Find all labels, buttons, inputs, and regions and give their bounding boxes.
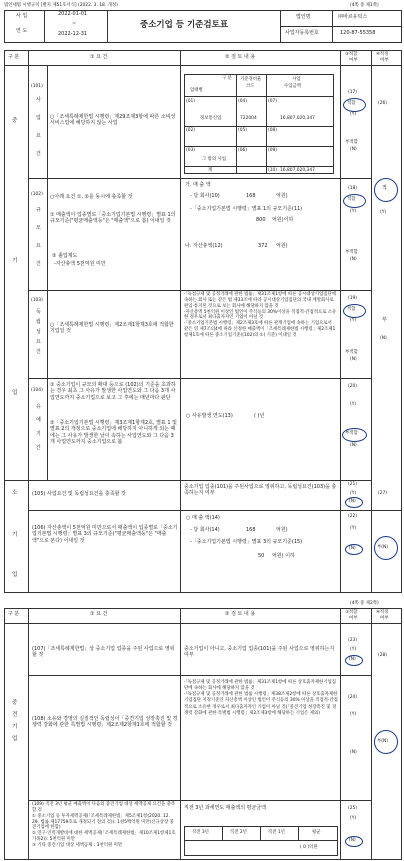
right-mark: 부	[382, 317, 387, 323]
avg-value: ( 0 )억원	[300, 845, 318, 850]
mark-y: (Y)	[350, 318, 357, 323]
chk-106-a1-value: 168	[246, 527, 256, 533]
mark-y: (Y)	[350, 816, 357, 821]
avg-col: 직전 1년	[268, 830, 285, 835]
mark-n: (N)	[350, 357, 357, 362]
req-104-2: ②「중소기업기본법 시행령」제3조제1항제2호, 별표 1 및 별표 2의 개정으로 중소기업에 해당하지 아니하게 되는 때에는 그 사유가 발생한 날이 속하는 사업연도와 그 다음 3개 사업연도까지 중소기업으로 봄	[50, 420, 177, 445]
period-to: 2022-12-31	[58, 31, 88, 37]
vert-text: 립	[36, 319, 41, 325]
side-label: 업	[12, 736, 18, 742]
chk-a1-value: 168	[246, 193, 256, 199]
mark-ok[interactable]: 적합	[347, 101, 356, 106]
side-label: 기	[12, 258, 18, 264]
mark-ok[interactable]: 적합	[347, 197, 356, 202]
mark-y: (Y)	[350, 491, 357, 496]
side-label: 중	[12, 118, 18, 124]
chk-a: 가. 매 출 액	[185, 182, 211, 188]
bizno: 120-87-55358	[340, 30, 376, 36]
req-108: (108) 소유와 경영의 실질적인 독립성이「중견기업 성장촉진 및 경쟁력 강화에 관한 특별법 시행령」제2조제2항제1호에 적합할 것	[32, 716, 178, 729]
cell: (03)	[186, 148, 196, 153]
mark-n[interactable]: (N)	[349, 546, 356, 551]
avg-col: 직전 3년	[192, 830, 209, 835]
period-from: 2022-01-01	[58, 11, 88, 17]
period-label: 사 업	[16, 13, 28, 19]
cell: (10)	[268, 168, 278, 173]
cell: 정보통신업	[200, 116, 222, 121]
vert-text: 요	[36, 243, 41, 249]
vert-text: 업	[36, 115, 41, 121]
mark-y: (Y)	[350, 209, 357, 214]
chk-106-unit: 억원)	[276, 527, 288, 533]
inner-head: 기준경비율	[240, 77, 262, 82]
side-label: 중	[12, 700, 18, 706]
col-gubun: 구 분	[8, 611, 20, 617]
col-fit-2: 여부	[349, 616, 358, 621]
vert-text: 규	[36, 207, 41, 213]
mark-n: (N)	[350, 257, 357, 262]
mark-y: (Y)	[350, 712, 357, 717]
vert-text: 성	[36, 329, 41, 335]
col-proper-2: 여부	[380, 58, 389, 63]
chk-106-a2-unit: 억원) 이하	[272, 553, 295, 559]
cell: 16,807,020,347	[280, 168, 315, 173]
req-107: (107)「조세특례제한법」상 중소기업 업종을 주된 사업으로 영위할 것	[32, 646, 175, 659]
inner-head: 코드	[246, 84, 255, 89]
cell: (06)	[238, 148, 248, 153]
mark-ok[interactable]: 적합	[347, 307, 356, 312]
mark-n[interactable]: (N)	[349, 499, 356, 504]
req-106: (106) 자산총액이 5천억원 미만으로서 매출액이 업종별로「중소기업기본법 시행령」별표 3의 규모기준("평균매출액등"은 "매출액"으로 본다) 이내일 것	[32, 525, 178, 544]
cell: 722004	[240, 116, 257, 121]
mark-y: (Y)	[350, 402, 357, 407]
vert-text: 사	[36, 97, 41, 103]
right-num: (28)	[378, 653, 388, 658]
mark-ng[interactable]: 부적합	[345, 250, 358, 255]
period-tilde: ~	[72, 21, 77, 27]
chk-106-a: ○ 매 출 액(14)	[186, 515, 220, 521]
chk-b: 나. 자산총액(12)	[185, 243, 223, 249]
code-101: (101)	[31, 84, 43, 89]
inner-head: 수입금액	[284, 84, 301, 89]
col-proper-2: 여부	[380, 616, 389, 621]
right-mark: 적	[382, 185, 387, 191]
right-n: (N)	[380, 336, 387, 341]
mark-num: (20)	[348, 384, 358, 389]
corp-name-label: 법인명	[296, 14, 311, 20]
cell: (02)	[186, 128, 196, 133]
mark-y: (Y)	[350, 526, 357, 531]
chk-a1-unit: 억원)	[276, 193, 288, 199]
chk-106-a2-value: 50	[258, 553, 265, 559]
code-103: (103)	[31, 298, 43, 303]
right-num: (27)	[378, 491, 388, 496]
col-proper: ④적정	[376, 52, 389, 57]
vert-text: 예	[36, 417, 41, 423]
req-102: ○아래 요건 ①, ②를 동시에 충족할 것	[50, 194, 133, 200]
chk-105: 중소기업 업종(101)을 주된사업으로 영위하고, 독립성요건(103)을 충족하는지 여부	[184, 484, 337, 497]
mark-num: (25)	[348, 806, 358, 811]
col-fit: ③적합	[345, 52, 358, 57]
side-label: 기	[12, 724, 18, 730]
col-requirement: ① 요 건	[90, 54, 108, 60]
vert-text: 독	[36, 309, 41, 315]
cell: (09)	[268, 148, 278, 153]
chk-a1: - 당 회사(10)	[190, 193, 220, 199]
right-mark: 부(N)	[377, 545, 388, 550]
chk-b-value: 372	[258, 243, 268, 249]
col-review: ② 검 토 내 용	[225, 611, 256, 617]
mark-num: (17)	[348, 90, 358, 95]
chk-108: ·「독점규제 및 공정거래에 관한 법률」제31조제1항에 따른 상호출자제한기업집단에 속하는 회사에 해당하지 않을 것 ·「독점규제 및 공정거래에 관한 법률 시행령」제38조제2항에 따른 상호출자제한기업집단 지정기준인 자산총액 이상인 법인이 주식등의 30% 이상을 직접적·간접적으로 소유한 경우로서 최다출자자인 기업이 아닐 것(「중견기업 성장촉진 및 경쟁력 강화에 관한 특별법 시행령」제2조제3항에 해당하는 기업은 제외)	[184, 680, 338, 716]
inner-head: 구 분	[222, 76, 232, 81]
page-number: (4쪽 중 제1쪽)	[350, 3, 379, 8]
period-label-2: 연 도	[16, 28, 28, 34]
mark-num: (19)	[348, 296, 358, 301]
col-gubun: 구 분	[8, 54, 20, 60]
mark-n: (N)	[350, 750, 357, 755]
col-proper: ④적정	[376, 610, 389, 615]
req-104-1: ① 중소기업이 규모의 확대 등으로 (102)의 기준을 초과하는 경우 최초 그 사유가 발생한 사업연도와 그 다음 3개 사업연도까지 중소기업으로 보고 그 후에는 매년마다 판단	[50, 382, 176, 401]
vert-text: 기	[36, 431, 41, 437]
mark-num: (23)	[348, 638, 358, 643]
inner-head: 사업	[292, 77, 301, 82]
vert-text: 건	[36, 349, 41, 355]
chk-a2-unit: 억원)이하	[272, 217, 294, 223]
cell: 그 밖의 사업	[202, 157, 226, 162]
right-num: (26)	[378, 101, 388, 106]
corp-name: ㈜바르유틱스	[338, 14, 368, 20]
side-label: 업	[12, 390, 18, 396]
chk-106-a2: -「중소기업기본법 시행령」별표 3의 규모기준(15)	[190, 539, 303, 545]
mark-num: (24)	[348, 695, 358, 700]
mark-num: (21)	[348, 482, 358, 487]
code-104: (104)	[31, 388, 43, 393]
cell: 16,807,020,347	[280, 116, 315, 121]
chk-107: 중소기업이 아니고, 중소기업 업종(101)을 주된 사업으로 영위하는지 여부	[184, 646, 335, 659]
side-label: 견	[12, 712, 18, 718]
chk-103: ·「독점규제 및 공정거래에 관한 법률」제31조제1항에 따른 공시대상기업집단에 속하는 회사 또는 같은 법 제33조에 따라 공시대상기업집단의 국내 계열회사로 편입·통지된 것으로 보는 회사에 해당하지 않을 것 ·자산총액 5천억원 이상인 법인이 주식등의 30%이상을 직접적·간접적으로 소유한 경우로서 최다출자자인 기업이 아닐 것 ·「중소기업기본법 시행령」제2조제3호에 따른 관계기업에 속하는 기업으로서 같은 영 제7조의4에 따라 산정한 매출액이「조세특례제한법 시행령」제2조제1항제1호에 따른 중소기업기준((102)의 ①) 기준) 이내일 것	[184, 292, 337, 339]
form-note: 법인세법 시행규칙 [별지 제51호서식] (2022. 3. 18. 개정)	[4, 3, 118, 8]
req-103: ○「조세특례제한법 시행령」제2조제1항제3호에 적합한 기업일 것	[50, 322, 174, 335]
mark-num: (18)	[348, 186, 358, 191]
cell: (05)	[238, 128, 248, 133]
col-requirement: ① 요 건	[90, 611, 108, 617]
chk-109: 직전 3년 과세연도 매출액의 평균금액	[184, 805, 266, 811]
col-fit-2: 여부	[349, 58, 358, 63]
code-102: (102)	[31, 192, 43, 197]
req-105: (105) 사업요건 및 독립성요건을 충족할 것	[32, 491, 126, 497]
vert-text: 건	[36, 151, 41, 157]
chk-106-a1: - 당 회사(14)	[190, 527, 220, 533]
chk-b-unit: 억원)	[276, 243, 288, 249]
vert-text: 유	[36, 404, 41, 410]
page-title: 중소기업 등 기준검토표	[140, 20, 229, 30]
right-y: (Y)	[380, 210, 387, 215]
vert-text: 건	[36, 261, 41, 267]
req-102-3: -자산총액 5천억원 미만	[54, 261, 106, 267]
mark-ng[interactable]: 부적합	[345, 350, 358, 355]
cell: 계	[208, 168, 213, 173]
avg-col: 직전 2년	[230, 830, 247, 835]
req-102-1: ① 매출액이 업종별로「중소기업기본법 시행령」별표 1의 규모기준("평균매출액등"은 "매출액"으로 봄) 이내일 것	[50, 212, 176, 225]
col-fit: ③적합	[345, 610, 358, 615]
req-102-2: ② 졸업제도	[52, 253, 78, 259]
mark-n: (N)	[350, 443, 357, 448]
cell: (07)	[268, 99, 278, 104]
cell: (08)	[268, 128, 278, 133]
vert-text: 모	[36, 225, 41, 231]
page-number-2: (4쪽 중 제2쪽)	[350, 601, 379, 606]
vert-text: 요	[36, 339, 41, 345]
side-label: 기	[12, 532, 18, 538]
chk-a2: -「중소기업기본법 시행령」별표 1의 규모기준(11)	[190, 206, 303, 212]
avg-col: 평균	[312, 830, 321, 835]
cell: (01)	[186, 99, 196, 104]
side-label: 업	[12, 572, 18, 578]
chk-104: ○ 사유발생 연도(13)	[186, 413, 233, 419]
mark-ng[interactable]: 부적합	[345, 140, 358, 145]
col-review: ② 검 토 내 용	[225, 54, 256, 60]
mark-y: (Y)	[350, 647, 357, 652]
right-mark: 부(N)	[377, 739, 388, 744]
req-101: ○「조세특례제한법 시행령」제29조제3항에 따른 소비성 서비스업에 해당하지 않는 사업	[50, 114, 176, 127]
side-label: 소	[12, 490, 18, 496]
mark-ng[interactable]: 부적합	[345, 431, 358, 436]
vert-text: 요	[36, 133, 41, 139]
chk-a2-value: 800	[256, 217, 266, 223]
mark-n[interactable]: (N)	[349, 838, 356, 843]
vert-text: 간	[36, 445, 41, 451]
mark-y: (Y)	[350, 112, 357, 117]
cell: (04)	[238, 99, 248, 104]
req-109: (109) 직전 3년 평균 매출액이 다음의 중견기업 대상 세액공제 요건을 충족할 것 ① 중소기업 등 투자세액공제(「조세특례제한법」제5조제1항(2020. 12. 29. 법률 제17759호로 개정되기 전의 것)): 1천5백억원 미만(신규상장 중견기업에 한함) ② 연구·인력개발비에 대한 세액공제(「조세특례제한법」제10조제1항제1호가목2)): 5천억원 미만 ③ 기타 중견기업 대상 세액공제 : 3천억원 미만	[32, 802, 176, 849]
mark-num: (22)	[348, 514, 358, 519]
mark-n: (N)	[350, 147, 357, 152]
inner-head: 업태별	[190, 88, 203, 93]
bizno-label: 사업자등록번호	[285, 30, 319, 36]
mark-n[interactable]: (N)	[349, 657, 356, 662]
chk-104-year[interactable]: ( )년	[254, 413, 265, 419]
